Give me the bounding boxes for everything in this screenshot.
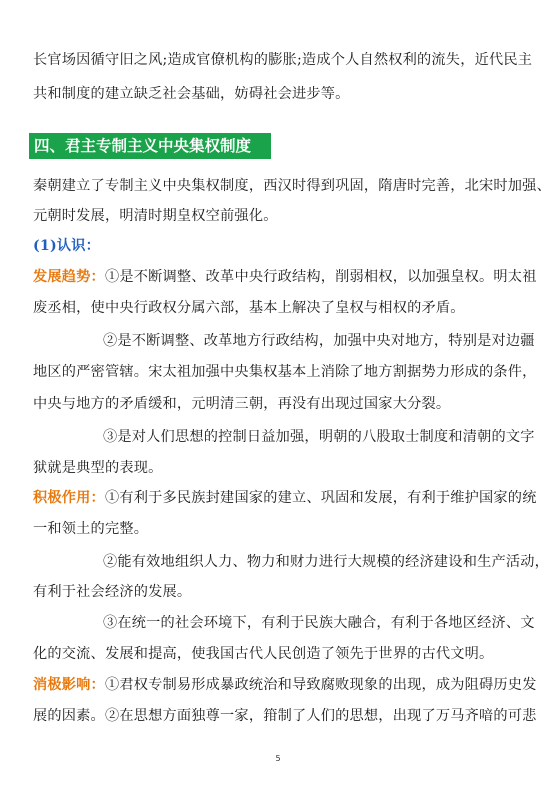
page-number: 5 xyxy=(275,754,281,763)
section-heading: 四、君主专制主义中央集权制度 xyxy=(29,133,271,159)
positive-label: 积极作用： xyxy=(33,490,105,506)
paragraph-line: 一和领土的完整。 xyxy=(33,521,149,537)
paragraph-line: 中央与地方的矛盾缓和，元明清三朝，再没有出现过国家大分裂。 xyxy=(33,396,451,412)
paragraph-line: 共和制度的建立缺乏社会基础，妨碍社会进步等。 xyxy=(33,86,350,102)
paragraph-line: ③在统一的社会环境下，有利于民族大融合，有利于各地区经济、文 xyxy=(103,615,535,631)
negative-label: 消极影响： xyxy=(33,677,105,693)
subheading: (1)认识： xyxy=(33,238,101,254)
positive-line xyxy=(33,488,537,508)
negative-text: ①君权专制易形成暴政统治和导致腐败现象的出现，成为阻碍历史发 xyxy=(104,677,537,693)
paragraph-line: 狱就是典型的表现。 xyxy=(33,460,163,476)
development-line xyxy=(33,267,537,287)
paragraph-line: ②能有效地组织人力、物力和财力进行大规模的经济建设和生产活动， xyxy=(103,554,550,570)
paragraph-line: 元朝时发展，明清时期皇权空前强化。 xyxy=(33,208,278,224)
paragraph-line: 化的交流、发展和提高，使我国古代人民创造了领先于世界的古代文明。 xyxy=(33,646,494,662)
paragraph-line: ②是不断调整、改革地方行政结构，加强中央对地方，特别是对边疆 xyxy=(103,333,535,349)
paragraph-line: 秦朝建立了专制主义中央集权制度，西汉时得到巩固，隋唐时完善，北宋时加强、 xyxy=(33,178,551,194)
paragraph-line: 展的因素。②在思想方面独尊一家，箝制了人们的思想，出现了万马齐喑的可悲 xyxy=(33,708,537,724)
paragraph-line: 地区的严密管辖。宋太祖加强中央集权基本上消除了地方割据势力形成的条件， xyxy=(33,364,537,380)
positive-text: ①有利于多民族封建国家的建立、巩固和发展，有利于维护国家的统 xyxy=(104,490,537,506)
paragraph-line: 有利于社会经济的发展。 xyxy=(33,584,192,600)
negative-line xyxy=(33,675,537,695)
paragraph-line: 长官场因循守旧之风;造成官僚机构的膨胀;造成个人自然权利的流失，近代民主 xyxy=(33,52,533,68)
paragraph-line: ③是对人们思想的控制日益加强，明朝的八股取士制度和清朝的文字 xyxy=(103,429,535,445)
development-text: ①是不断调整、改革中央行政结构，削弱相权，以加强皇权。明太祖 xyxy=(104,269,537,285)
paragraph-line: 废丞相，使中央行政权分属六部，基本上解决了皇权与相权的矛盾。 xyxy=(33,300,465,316)
development-label: 发展趋势： xyxy=(33,269,105,285)
